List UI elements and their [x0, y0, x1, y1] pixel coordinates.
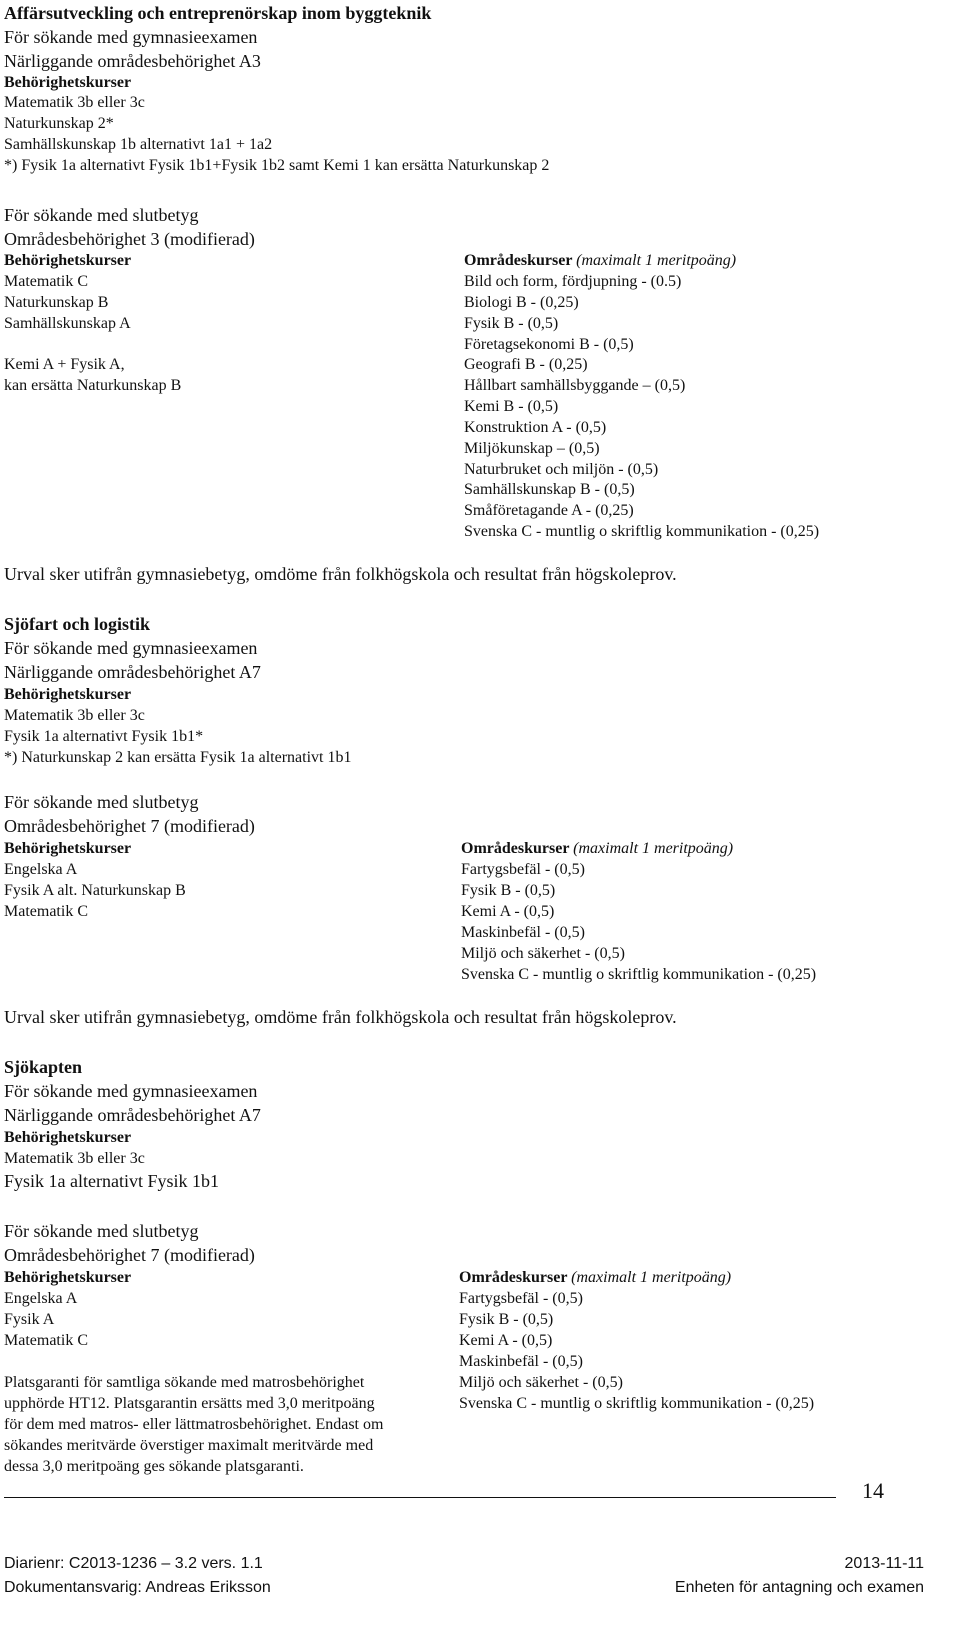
area-course: Fartygsbefäl - (0,5)	[461, 861, 585, 878]
slut-course: Engelska A	[4, 1290, 78, 1307]
area-course: Fartygsbefäl - (0,5)	[459, 1290, 583, 1307]
gym-requirement: Närliggande områdesbehörighet A7	[4, 662, 261, 682]
area-course: Maskinbefäl - (0,5)	[459, 1353, 583, 1370]
area-course: Svenska C - muntlig o skriftlig kommunikation - (0,25)	[461, 966, 817, 983]
selection-text: Urval sker utifrån gymnasiebetyg, omdöme från folkhögskola och resultat från högskoleprov.	[4, 564, 677, 584]
slut-heading: För sökande med slutbetyg	[4, 205, 199, 225]
gym-course: Samhällskunskap 1b alternativt 1a1 + 1a2	[4, 136, 273, 153]
area-course: Miljö och säkerhet - (0,5)	[461, 945, 625, 962]
diarienr: Diarienr: C2013-1236 – 3.2 vers. 1.1	[4, 1555, 263, 1572]
gym-requirement: Närliggande områdesbehörighet A7	[4, 1105, 261, 1125]
area-course: Svenska C - muntlig o skriftlig kommunikation - (0,25)	[464, 523, 820, 540]
gym-courses-heading: Behörighetskurser	[4, 74, 132, 91]
gym-course: Naturkunskap 2*	[4, 115, 114, 132]
area-course: Fysik B - (0,5)	[461, 882, 556, 899]
gym-courses-heading: Behörighetskurser	[4, 686, 132, 703]
guarantee-line: Platsgaranti för samtliga sökande med matrosbehörighet	[4, 1374, 365, 1391]
slut-course: Matematik C	[4, 1332, 88, 1349]
slut-requirement: Områdesbehörighet 7 (modifierad)	[4, 816, 255, 836]
area-course: Samhällskunskap B - (0,5)	[464, 481, 635, 498]
guarantee-line: dessa 3,0 meritpoäng ges sökande platsgaranti.	[4, 1458, 304, 1475]
area-course: Bild och form, fördjupning - (0.5)	[464, 273, 682, 290]
document-responsible: Dokumentansvarig: Andreas Eriksson	[4, 1579, 271, 1596]
area-course: Kemi B - (0,5)	[464, 398, 559, 415]
area-course: Maskinbefäl - (0,5)	[461, 924, 585, 941]
footer-unit: Enheten för antagning och examen	[674, 1579, 924, 1596]
guarantee-line: sökandes meritvärde överstiger maximalt meritvärde med	[4, 1437, 374, 1454]
footer-divider	[4, 1497, 836, 1498]
area-course: Kemi A - (0,5)	[459, 1332, 553, 1349]
area-course: Biologi B - (0,25)	[464, 294, 579, 311]
gym-course: Fysik 1a alternativt Fysik 1b1	[4, 1171, 219, 1191]
area-note: (maximalt 1 meritpoäng)	[573, 840, 734, 857]
area-note: (maximalt 1 meritpoäng)	[571, 1269, 732, 1286]
area-heading: Områdeskurser	[461, 840, 570, 857]
guarantee-line: för dem med matros- eller lättmatrosbehörighet. Endast om	[4, 1416, 384, 1433]
slut-course: Matematik C	[4, 273, 88, 290]
gym-heading: För sökande med gymnasieexamen	[4, 1081, 258, 1101]
slut-course: Naturkunskap B	[4, 294, 109, 311]
slut-courses-heading: Behörighetskurser	[4, 252, 132, 269]
page-number: 14	[862, 1478, 884, 1503]
section-title: Sjökapten	[4, 1057, 83, 1077]
gym-course: Matematik 3b eller 3c	[4, 707, 145, 724]
slut-course: Engelska A	[4, 861, 78, 878]
section-title: Affärsutveckling och entreprenörskap inom byggteknik	[4, 3, 432, 23]
area-courses-heading	[459, 1270, 731, 1286]
area-note: (maximalt 1 meritpoäng)	[576, 252, 737, 269]
area-course: Konstruktion A - (0,5)	[464, 419, 607, 436]
slut-requirement: Områdesbehörighet 7 (modifierad)	[4, 1245, 255, 1265]
area-course: Svenska C - muntlig o skriftlig kommunikation - (0,25)	[459, 1395, 815, 1412]
area-course: Kemi A - (0,5)	[461, 903, 555, 920]
gym-course: Fysik 1a alternativt Fysik 1b1*	[4, 728, 204, 745]
gym-course: Matematik 3b eller 3c	[4, 1150, 145, 1167]
area-course: Fysik B - (0,5)	[464, 315, 559, 332]
slut-course: Kemi A + Fysik A,	[4, 356, 125, 373]
slut-course: kan ersätta Naturkunskap B	[4, 377, 182, 394]
gym-heading: För sökande med gymnasieexamen	[4, 638, 258, 658]
slut-requirement: Områdesbehörighet 3 (modifierad)	[4, 229, 255, 249]
slut-course: Fysik A alt. Naturkunskap B	[4, 882, 186, 899]
area-courses-heading	[461, 841, 733, 857]
area-course: Småföretagande A - (0,25)	[464, 502, 634, 519]
slut-course: Fysik A	[4, 1311, 55, 1328]
selection-text: Urval sker utifrån gymnasiebetyg, omdöme från folkhögskola och resultat från högskoleprov.	[4, 1007, 677, 1027]
area-course: Företagsekonomi B - (0,5)	[464, 336, 634, 353]
area-courses-heading	[464, 253, 736, 269]
gym-note: *) Fysik 1a alternativt Fysik 1b1+Fysik 1b2 samt Kemi 1 kan ersätta Naturkunskap 2	[4, 157, 550, 174]
area-course: Naturbruket och miljön - (0,5)	[464, 461, 659, 478]
area-heading: Områdeskurser	[459, 1269, 568, 1286]
gym-requirement: Närliggande områdesbehörighet A3	[4, 51, 261, 71]
slut-course: Matematik C	[4, 903, 88, 920]
gym-courses-heading: Behörighetskurser	[4, 1129, 132, 1146]
slut-heading: För sökande med slutbetyg	[4, 1221, 199, 1241]
slut-heading: För sökande med slutbetyg	[4, 792, 199, 812]
gym-note: *) Naturkunskap 2 kan ersätta Fysik 1a alternativt 1b1	[4, 749, 352, 766]
area-course: Miljökunskap – (0,5)	[464, 440, 600, 457]
slut-courses-heading: Behörighetskurser	[4, 1269, 132, 1286]
slut-course: Samhällskunskap A	[4, 315, 131, 332]
area-course: Fysik B - (0,5)	[459, 1311, 554, 1328]
area-heading: Områdeskurser	[464, 252, 573, 269]
slut-courses-heading: Behörighetskurser	[4, 840, 132, 857]
footer-date: 2013-11-11	[844, 1555, 924, 1572]
area-course: Hållbart samhällsbyggande – (0,5)	[464, 377, 686, 394]
gym-course: Matematik 3b eller 3c	[4, 94, 145, 111]
section-title: Sjöfart och logistik	[4, 614, 150, 634]
guarantee-line: upphörde HT12. Platsgarantin ersätts med 3,0 meritpoäng	[4, 1395, 375, 1412]
area-course: Miljö och säkerhet - (0,5)	[459, 1374, 623, 1391]
gym-heading: För sökande med gymnasieexamen	[4, 27, 258, 47]
area-course: Geografi B - (0,25)	[464, 356, 588, 373]
